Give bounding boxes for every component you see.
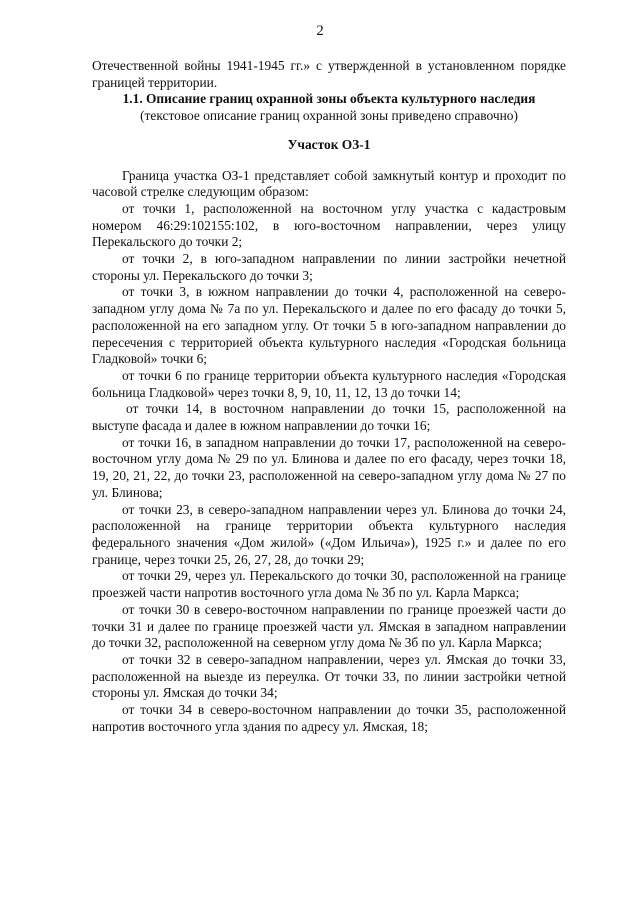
- plot-title: Участок ОЗ-1: [287, 136, 371, 152]
- boundary-paragraph-4: от точки 3, в южном направлении до точки 4, расположенной на северо-западном углу дома № 7а по ул. Перекальского и далее по его фасаду до точки 5, расположенной на его западном углу. От точки 5 в юго-западном направлении до пересечения с территорией объекта культурного наследия «Городская больница Гладковой» точки 6;: [92, 284, 566, 367]
- boundary-paragraph-5: от точки 6 по границе территории объекта культурного наследия «Городская больница Гладковой» через точки 8, 9, 10, 11, 12, 13 до точки 14;: [92, 367, 566, 400]
- boundary-paragraph-9: от точки 29, через ул. Перекальского до точки 30, расположенной на границе проезжей части напротив восточного угла дома № 3б по ул. Карла Маркса;: [92, 568, 566, 601]
- boundary-paragraph-1: Граница участка ОЗ-1 представляет собой замкнутый контур и проходит по часовой стрелке следующим образом:: [92, 167, 566, 200]
- section-subheading: (текстовое описание границ охранной зоны приведено справочно): [140, 108, 518, 124]
- boundary-paragraph-8: от точки 23, в северо-западном направлении через ул. Блинова до точки 24, расположенной на границе территории объекта культурного наследия федерального значения «Дом жилой» («Дом Ильича»), 1925 г.» и далее по его границе, через точки 25, 26, 27, 28, до точки 29;: [92, 501, 566, 567]
- page-content: [92, 58, 566, 735]
- section-heading: 1.1. Описание границ охранной зоны объекта культурного наследия: [122, 91, 536, 107]
- boundary-paragraph-6: от точки 14, в восточном направлении до точки 15, расположенной на выступе фасада и далее в южном направлении до точки 16;: [92, 401, 566, 434]
- boundary-paragraph-12: от точки 34 в северо-восточном направлении до точки 35, расположенной напротив восточного угла здания по адресу ул. Ямская, 18;: [92, 702, 566, 734]
- boundary-paragraph-3: от точки 2, в юго-западном направлении по линии застройки нечетной стороны ул. Перекальского до точки 3;: [92, 251, 566, 283]
- page-number: 2: [316, 23, 324, 39]
- boundary-paragraph-10: от точки 30 в северо-восточном направлении по границе проезжей части до точки 31 и далее по границе проезжей части ул. Ямская в западном направлении до точки 32, расположенной на северном углу дома № 3б по ул. Карла Маркса;: [92, 601, 566, 651]
- boundary-paragraph-2: от точки 1, расположенной на восточном углу участка с кадастровым номером 46:29:102155:102, в юго-восточном направлении, через улицу Перекальского до точки 2;: [92, 200, 566, 250]
- boundary-paragraph-7: от точки 16, в западном направлении до точки 17, расположенной на северо-восточном углу дома № 29 по ул. Блинова и далее по его фасаду, через точки 18, 19, 20, 21, 22, до точки 23, расположенной на северо-западном углу дома № 27 по ул. Блинова;: [92, 434, 566, 500]
- boundary-paragraph-11: от точки 32 в северо-западном направлении, через ул. Ямская до точки 33, расположенной на выезде из переулка. От точки 33, по линии застройки четной стороны ул. Ямская до точки 34;: [92, 651, 566, 701]
- intro-paragraph: Отечественной войны 1941-1945 гг.» с утвержденной в установленном порядке границей территории.: [92, 58, 566, 90]
